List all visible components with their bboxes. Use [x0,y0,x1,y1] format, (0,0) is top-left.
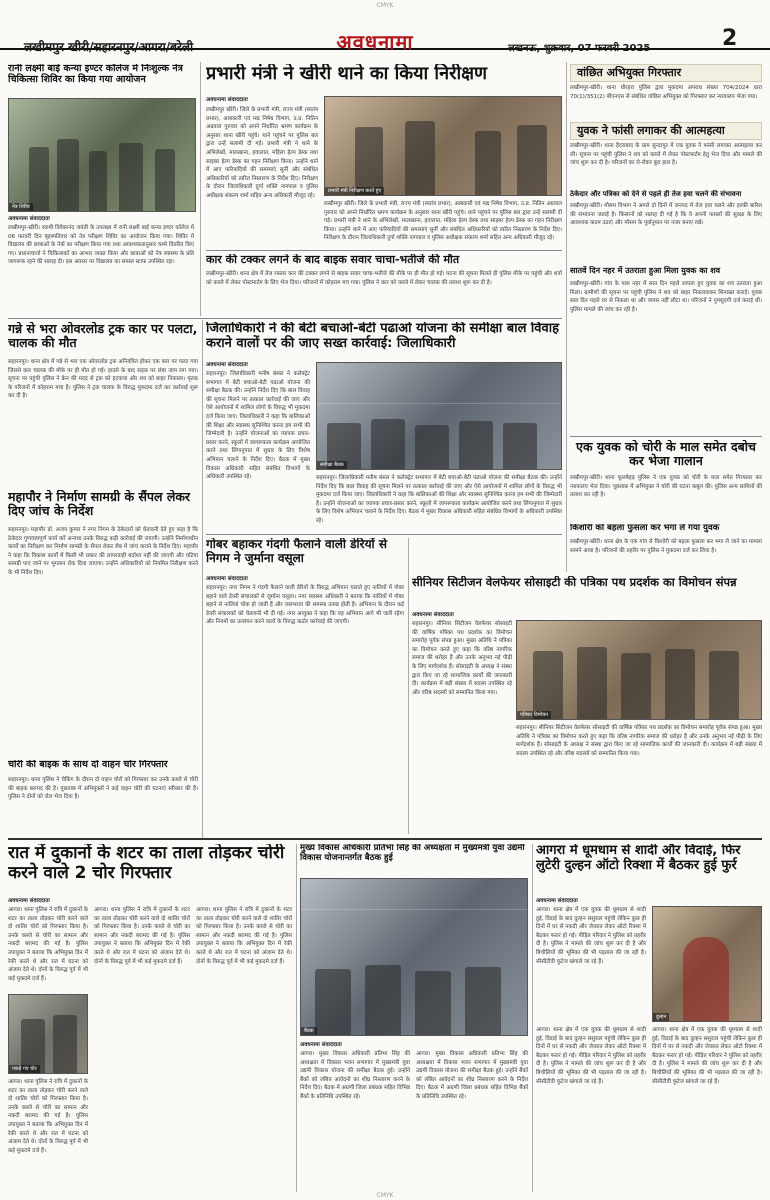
story-body: सहारनपुर। सीनियर सिटीजन वेलफेयर सोसाइटी की वार्षिक पत्रिका पथ प्रदर्शक का विमोचन समारोह पूर्वक संपन्न हुआ। मुख्य अतिथि ने पत्रिका का विमोचन करते हुए कहा कि वरिष्ठ नागरिक समाज की धरोहर हैं और उनके अनुभव नई पीढ़ी के लिए मार्गदर्शक हैं। सोसाइटी के अध्यक्ष ने संस्था द्वारा किए जा रहे सामाजिक कार्यों की जानकारी दी। कार्यक्रम में बड़ी संख्या में सदस्य उपस्थित रहे और वरिष्ठ सदस्यों को सम्मानित किया गया। [412,621,512,696]
story-body: लखीमपुर-खीरी। थाना धौरहरा पुलिस द्वारा मुकदमा अपराध संख्या 704/2024 धारा 70(1)/351(2) बीएनएस से संबंधित वांछित अभियुक्त को गिरफ्तार कर न्यायालय भेजा गया। [570,85,762,100]
cmyk-marker-top: CMYK [376,2,394,9]
story-photo [324,96,562,196]
story-body-continued: आगरा। मुख्य विकास अधिकारी प्रतिभा सिंह की अध्यक्षता में विकास भवन सभागार में मुख्यमंत्री युवा उद्यमी विकास योजना की समीक्षा बैठक हुई। उन्होंने बैंकों को लंबित आवेदनों का शीघ्र निस्तारण करने के निर्देश दिए। बैठक में अग्रणी जिला प्रबंधक सहित विभिन्न बैंकों के प्रतिनिधि उपस्थित रहे। [416,1051,528,1100]
story-byline: अवधनामा संवाददाता [8,216,50,222]
photo-caption: बैठक [301,1027,317,1035]
story-body: लखीमपुर-खीरी। थाना क्षेत्र में तेज रफ्तार कार की टक्कर लगने से बाइक सवार चाचा-भतीजे की मौके पर ही मौत हो गई। घटना की सूचना मिलते ही पुलिस मौके पर पहुंची और शवों को कब्जे में लेकर पोस्टमार्टम के लिए भेज दिया। परिजनों में कोहराम मच गया। पुलिस ने कार को कब्जे में लेकर चालक की तलाश शुरू कर दी है। [206,271,562,286]
story-headline: गोबर बहाकर गंदगी फैलाने वाली डेरियों से निगम ने जुर्माना वसूला [206,538,387,565]
story-byline: अवधनामा संवाददाता [300,1042,342,1048]
section-rule [570,436,762,437]
section-rule [206,250,562,251]
story-body-continued: लखीमपुर खीरी। जिले के प्रभारी मंत्री, राज्य मंत्री (स्वतंत्र प्रभार), आबकारी एवं मद्य निषेध विभाग, उ.प्र. नितिन अग्रवाल गुरुवार को अपने निर्धारित भ्रमण कार्यक्रम के अनुसार थाना खीरी पहुंचे। थाने पहुंचने पर पुलिस बल द्वारा उन्हें सलामी दी गई। प्रभारी मंत्री ने थाने के अभिलेखों, मालखाना, हवालात, महिला हेल्प डेस्क तथा साइबर हेल्प डेस्क का गहन निरीक्षण किया। उन्होंने थाने में आए फरियादियों की समस्याएं सुनीं और संबंधित अधिकारियों को त्वरित निस्तारण के निर्देश दिए। निरीक्षण के दौरान जिलाधिकारी दुर्गा शक्ति नागपाल व पुलिस अधीक्षक संकल्प शर्मा सहित अन्य अधिकारी मौजूद रहे। [324,201,562,242]
photo-caption: दुल्हन [653,1013,669,1021]
story-body: आगरा। मुख्य विकास अधिकारी प्रतिभा सिंह की अध्यक्षता में विकास भवन सभागार में मुख्यमंत्री युवा उद्यमी विकास योजना की समीक्षा बैठक हुई। उन्होंने बैंकों को लंबित आवेदनों का शीघ्र निस्तारण करने के निर्देश दिए। बैठक में अग्रणी जिला प्रबंधक सहित विभिन्न बैंकों के प्रतिनिधि उपस्थित रहे। [300,1051,410,1100]
cmyk-marker-bottom: CMYK [376,1192,394,1199]
story-headline: सातवें दिन नहर में उतराता हुआ मिला युवक का शव [570,266,721,275]
story-headline: गन्ने से भरा ओवरलोड ट्रक कार पर पलटा, चालक की मौत [8,322,198,351]
story-headline: किशोरी को बहला फुसला कर भगा ले गया युवक [570,524,720,533]
story-body: लखीमपुर-खीरी। थाना हैदराबाद के ग्राम सुन्दरपुर में एक युवक ने फांसी लगाकर आत्महत्या कर ली। सूचना पर पहुंची पुलिस ने शव को कब्जे में लेकर पोस्टमार्टम हेतु भेज दिया और मामले की जांच शुरू कर दी है। परिजनों का रो-रोकर बुरा हाल है। [570,143,762,167]
story-byline: अवधनामा संवाददाता [206,576,248,582]
photo-caption: समीक्षा बैठक [317,461,347,469]
story-headline: रात में दुकानों के शटर का ताला तोड़कर चोरी करने वाले 2 चोर गिरफ्तार [8,844,285,883]
column-rule [200,62,201,316]
column-rule [408,538,409,834]
story-byline: अवधनामा संवाददाता [8,898,50,904]
column-rule [296,844,297,1192]
story-byline: अवधनामा संवाददाता [536,898,578,904]
section-rule [206,534,562,535]
story-photo [300,878,528,1036]
story-body-continued: सहारनपुर। सीनियर सिटीजन वेलफेयर सोसाइटी की वार्षिक पत्रिका पथ प्रदर्शक का विमोचन समारोह पूर्वक संपन्न हुआ। मुख्य अतिथि ने पत्रिका का विमोचन करते हुए कहा कि वरिष्ठ नागरिक समाज की धरोहर हैं और उनके अनुभव नई पीढ़ी के लिए मार्गदर्शक हैं। सोसाइटी के अध्यक्ष ने संस्था द्वारा किए जा रहे सामाजिक कार्यों की जानकारी दी। कार्यक्रम में बड़ी संख्या में सदस्य उपस्थित रहे और वरिष्ठ सदस्यों को सम्मानित किया गया। [516,725,762,757]
story-body-continued: आगरा। थाना क्षेत्र में एक युवक की धूमधाम से शादी हुई, विदाई के बाद दुल्हन ससुराल पहुंची लेकिन कुछ ही दिनों में घर से नकदी और जेवरात लेकर ऑटो रिक्शा में बैठकर फरार हो गई। पीड़ित परिवार ने पुलिस को तहरीर दी है। पुलिस ने मामले की जांच शुरू कर दी है और बिचौलियों की भूमिका की भी पड़ताल की जा रही है। सीसीटीवी फुटेज खंगाले जा रहे हैं। [536,1027,646,1085]
story-body: लखीमपुर-खीरी। गांव के पास नहर में सात दिन पहले लापता हुए युवक का शव उतराता हुआ मिला। ग्रामीणों की सूचना पर पहुंची पुलिस ने शव को बाहर निकलवाकर शिनाख्त कराई। युवक सात दिन पहले घर से निकला था और वापस नहीं लौटा था। परिजनों ने गुमशुदगी दर्ज कराई थी। पुलिस मामले की जांच कर रही है। [570,281,762,313]
story-body-continued: आगरा। थाना पुलिस ने रात्रि में दुकानों के शटर का ताला तोड़कर चोरी करने वाले दो शातिर चोरों को गिरफ्तार किया है। उनके कब्जे से चोरी का सामान और नकदी बरामद की गई है। पुलिस उपायुक्त ने बताया कि अभियुक्त दिन में रेकी करते थे और रात में घटना को अंजाम देते थे। दोनों के विरुद्ध पूर्व में भी कई मुकदमे दर्ज हैं। [196,907,292,965]
newspaper-logo: अवधनामा [336,30,414,54]
section-rule [8,838,762,840]
section-rule [8,318,562,319]
story-body-continued: आगरा। थाना पुलिस ने रात्रि में दुकानों के शटर का ताला तोड़कर चोरी करने वाले दो शातिर चोरों को गिरफ्तार किया है। उनके कब्जे से चोरी का सामान और नकदी बरामद की गई है। पुलिस उपायुक्त ने बताया कि अभियुक्त दिन में रेकी करते थे और रात में घटना को अंजाम देते थे। दोनों के विरुद्ध पूर्व में भी कई मुकदमे दर्ज हैं। [94,907,190,965]
story-body: सहारनपुर। थाना पुलिस ने चेकिंग के दौरान दो वाहन चोरों को गिरफ्तार कर उनके कब्जे से चोरी की बाइक बरामद की है। पूछताछ में अभियुक्तों ने कई वाहन चोरी की घटनाएं स्वीकार की हैं। पुलिस ने दोनों को जेल भेज दिया है। [8,777,198,801]
story-photo [8,994,88,1074]
story-body: लखीमपुर-खीरी। स्वामी विवेकानंद जयंती के उपलक्ष्य में रानी लक्ष्मी बाई कन्या इण्टर कॉलेज में 06 फरवरी दिन बृहस्पतिवार को नेत्र परीक्षण शिविर का आयोजन किया गया। शिविर में विद्यालय की छात्राओं के नेत्रों का परीक्षण किया गया तथा आवश्यकतानुसार चश्मे वितरित किए गए। प्रधानाचार्या ने चिकित्सकों का आभार व्यक्त किया और छात्राओं को नेत्र स्वास्थ्य के प्रति जागरूक रहने की सलाह दी। इस अवसर पर विद्यालय का समस्त स्टाफ उपस्थित रहा। [8,225,194,266]
masthead [0,10,770,54]
column-rule [202,320,203,838]
story-body: लखीमपुर-खीरी। थाना क्षेत्र के एक गांव से किशोरी को बहला फुसला कर भगा ले जाने का मामला सामने आया है। परिजनों की तहरीर पर पुलिस ने मुकदमा दर्ज कर लिया है। [570,539,762,554]
story-body-continued: सहारनपुर। जिलाधिकारी मनीष बंसल ने कलेक्ट्रेट सभागार में बेटी बचाओ-बेटी पढाओ योजना की समीक्षा बैठक की। उन्होंने निर्देश दिए कि बाल विवाह की सूचना मिलने पर तत्काल कार्रवाई की जाए और ऐसे आयोजनों में शामिल लोगों के विरुद्ध भी मुकदमा दर्ज किया जाए। जिलाधिकारी ने कहा कि बालिकाओं की शिक्षा और स्वास्थ्य सुनिश्चित करना हम सभी की जिम्मेदारी है। उन्होंने योजनाओं का व्यापक प्रचार-प्रसार करने, स्कूलों में जागरूकता कार्यक्रम आयोजित करने तथा लिंगानुपात में सुधार के लिए विशेष अभियान चलाने के निर्देश दिए। बैठक में मुख्य विकास अधिकारी सहित संबंधित विभागों के अधिकारी उपस्थित रहे। [316,475,562,524]
story-photo [652,906,762,1022]
story-byline: अवधनामा संवाददाता [206,362,248,368]
story-byline: अवधनामा संवाददाता [206,97,248,103]
column-rule [566,62,567,572]
story-body-continued: आगरा। थाना पुलिस ने रात्रि में दुकानों के शटर का ताला तोड़कर चोरी करने वाले दो शातिर चोरों को गिरफ्तार किया है। उनके कब्जे से चोरी का सामान और नकदी बरामद की गई है। पुलिस उपायुक्त ने बताया कि अभियुक्त दिन में रेकी करते थे और रात में घटना को अंजाम देते थे। दोनों के विरुद्ध पूर्व में भी कई मुकदमे दर्ज हैं। [8,1079,88,1154]
masthead-dateline: लखनऊ, शुक्रवार, 07 फरवरी 2025 [508,43,651,54]
page-number: 2 [722,26,738,51]
story-headline: एक युवक को चोरी के माल समेत दबोच कर भेजा गालान [576,440,756,469]
story-byline: अवधनामा संवाददाता [412,612,454,618]
story-body-continued: आगरा। थाना क्षेत्र में एक युवक की धूमधाम से शादी हुई, विदाई के बाद दुल्हन ससुराल पहुंची लेकिन कुछ ही दिनों में घर से नकदी और जेवरात लेकर ऑटो रिक्शा में बैठकर फरार हो गई। पीड़ित परिवार ने पुलिस को तहरीर दी है। पुलिस ने मामले की जांच शुरू कर दी है और बिचौलियों की भूमिका की भी पड़ताल की जा रही है। सीसीटीवी फुटेज खंगाले जा रहे हैं। [652,1027,762,1085]
story-headline: प्रभारी मंत्री ने खीरी थाने का किया निरीक्षण [206,64,488,84]
story-body: सहारनपुर। महापौर डॉ. अजय कुमार ने नगर निगम के ठेकेदारों को चेतावनी देते हुए कहा है कि ठेकेदार गुणवत्तापूर्ण कार्य करें अन्यथा उनके विरुद्ध कड़ी कार्रवाई की जाएगी। उन्होंने निर्माणाधीन कार्यों का निरीक्षण कर निर्माण सामग्री के सैंपल लेकर लैब में जांच कराने के निर्देश दिए। महापौर ने कहा कि विकास कार्यों में किसी भी प्रकार की लापरवाही बर्दाश्त नहीं की जाएगी और घटिया सामग्री पाए जाने पर भुगतान रोक दिया जाएगा। उन्होंने अधिकारियों को नियमित निरीक्षण करने के भी निर्देश दिए। [8,527,198,576]
story-body: लखीमपुर खीरी। जिले के प्रभारी मंत्री, राज्य मंत्री (स्वतंत्र प्रभार), आबकारी एवं मद्य निषेध विभाग, उ.प्र. नितिन अग्रवाल गुरुवार को अपने निर्धारित भ्रमण कार्यक्रम के अनुसार थाना खीरी पहुंचे। थाने पहुंचने पर पुलिस बल द्वारा उन्हें सलामी दी गई। प्रभारी मंत्री ने थाने के अभिलेखों, मालखाना, हवालात, महिला हेल्प डेस्क तथा साइबर हेल्प डेस्क का गहन निरीक्षण किया। उन्होंने थाने में आए फरियादियों की समस्याएं सुनीं और संबंधित अधिकारियों को त्वरित निस्तारण के निर्देश दिए। निरीक्षण के दौरान जिलाधिकारी दुर्गा शक्ति नागपाल व पुलिस अधीक्षक संकल्प शर्मा सहित अन्य अधिकारी मौजूद रहे। [206,107,318,199]
story-body: सहारनपुर। थाना क्षेत्र में गन्ने से भरा एक ओवरलोड ट्रक अनियंत्रित होकर एक कार पर पलट गया जिससे कार चालक की मौके पर ही मौत हो गई। हादसे के बाद सड़क पर लंबा जाम लग गया। सूचना पर पहुंची पुलिस ने क्रेन की मदद से ट्रक को हटवाया और शव को बाहर निकाला। मृतक के परिजनों में कोहराम मचा है। पुलिस ने ट्रक चालक के विरुद्ध मुकदमा दर्ज कर कार्रवाई शुरू कर दी है। [8,359,198,400]
story-headline: जिलाधिकारी ने की बेटी बचाओ-बेटी पढाओ योजना की समीक्षा बाल विवाह कराने वालों पर की जाए सख्त कार्रवाई: जिलाधिकारी [206,322,560,351]
story-body: लखीमपुर-खीरी। मौसम विभाग ने अगले दो दिनों में जनपद में तेज हवा चलने और हल्की बारिश की संभावना जताई है। किसानों को सलाह दी गई है कि वे अपनी फसलों की सुरक्षा के लिए आवश्यक कदम उठाएं और मौसम के पूर्वानुमान पर नजर बनाए रखें। [570,203,762,227]
story-headline: कार की टक्कर लगने के बाद बाइक सवार चाचा-भतीजे की मौत [206,254,460,266]
column-rule [532,844,533,1192]
story-photo [8,98,196,212]
photo-caption: नेत्र शिविर [9,203,33,211]
story-headline: आगरा में धूमधाम से शादी और विदाई, फिर लुटेरी दुल्हन ऑटो रिक्शा में बैठकर हुई फुर्र [536,844,741,873]
photo-caption: पकड़े गए चोर [9,1065,40,1073]
story-headline: ठेकेदार और पत्रिका को देने से पहले ही तेज हवा चलने की संभावना [570,190,742,198]
story-headline: वांछित अभियुक्त गिरफ्तार [570,64,762,82]
story-body: आगरा। थाना पुलिस ने रात्रि में दुकानों के शटर का ताला तोड़कर चोरी करने वाले दो शातिर चोरों को गिरफ्तार किया है। उनके कब्जे से चोरी का सामान और नकदी बरामद की गई है। पुलिस उपायुक्त ने बताया कि अभियुक्त दिन में रेकी करते थे और रात में घटना को अंजाम देते थे। दोनों के विरुद्ध पूर्व में भी कई मुकदमे दर्ज हैं। [8,907,88,982]
story-headline: मुख्य विकास अधिकारी प्रतिभा सिंह की अध्यक्षता में मुख्यमंत्री युवा उद्यमी विकास योजनान्तर्गत बैठक हुई [300,844,525,863]
story-photo [316,362,562,470]
story-body: सहारनपुर। जिलाधिकारी मनीष बंसल ने कलेक्ट्रेट सभागार में बेटी बचाओ-बेटी पढाओ योजना की समीक्षा बैठक की। उन्होंने निर्देश दिए कि बाल विवाह की सूचना मिलने पर तत्काल कार्रवाई की जाए और ऐसे आयोजनों में शामिल लोगों के विरुद्ध भी मुकदमा दर्ज किया जाए। जिलाधिकारी ने कहा कि बालिकाओं की शिक्षा और स्वास्थ्य सुनिश्चित करना हम सभी की जिम्मेदारी है। उन्होंने योजनाओं का व्यापक प्रचार-प्रसार करने, स्कूलों में जागरूकता कार्यक्रम आयोजित करने तथा लिंगानुपात में सुधार के लिए विशेष अभियान चलाने के निर्देश दिए। बैठक में मुख्य विकास अधिकारी सहित संबंधित विभागों के अधिकारी उपस्थित रहे। [206,371,310,481]
story-headline: रानी लक्ष्मी बाई कन्या इण्टर कॉलेज में निःशुल्क नेत्र चिकित्सा शिविर का किया गया आयोजन [8,64,183,85]
photo-caption: पत्रिका विमोचन [517,711,551,719]
story-headline: महापौर ने निर्माण सामग्री के सैंपल लेकर दिए जांच के निर्देश [8,490,191,519]
story-body: आगरा। थाना क्षेत्र में एक युवक की धूमधाम से शादी हुई, विदाई के बाद दुल्हन ससुराल पहुंची लेकिन कुछ ही दिनों में घर से नकदी और जेवरात लेकर ऑटो रिक्शा में बैठकर फरार हो गई। पीड़ित परिवार ने पुलिस को तहरीर दी है। पुलिस ने मामले की जांच शुरू कर दी है और बिचौलियों की भूमिका की भी पड़ताल की जा रही है। सीसीटीवी फुटेज खंगाले जा रहे हैं। [536,907,646,965]
masthead-cities: लखीमपुर खीरी/सहारनपुर/आगरा/बरेली [24,40,194,54]
story-headline: सीनियर सिटीजन वेलफेयर सोसाइटी की पत्रिका पथ प्रदर्शक का विमोचन संपन्न [412,576,737,589]
story-body: लखीमपुर-खीरी। थाना फूलबेहड़ पुलिस ने एक युवक को चोरी के माल समेत गिरफ्तार कर न्यायालय भेज दिया। पूछताछ में अभियुक्त ने चोरी की घटना कबूल की। पुलिस अन्य साथियों की तलाश कर रही है। [570,475,762,499]
story-body: सहारनपुर। नगर निगम ने गंदगी फैलाने वाली डेरियों के विरुद्ध अभियान चलाते हुए नालियों में गोबर बहाने वाले डेयरी संचालकों से जुर्माना वसूला। नगर स्वास्थ्य अधिकारी ने बताया कि नालियों में गोबर बहाने से नालियां चोक हो जाती हैं और जलभराव की समस्या उत्पन्न होती है। अभियान के दौरान कई डेयरी संचालकों को चेतावनी भी दी गई। नगर आयुक्त ने कहा कि यह अभियान आगे भी जारी रहेगा और नियमों का उल्लंघन करने वालों के विरुद्ध कठोर कार्रवाई की जाएगी। [206,585,404,626]
story-headline: युवक ने फांसी लगाकर की आत्महत्या [570,122,762,140]
story-photo [516,620,762,720]
photo-caption: प्रभारी मंत्री निरीक्षण करते हुए [325,187,384,195]
story-headline: चोरी की बाइक के साथ दो वाहन चोर गिरफ्तार [8,760,168,770]
